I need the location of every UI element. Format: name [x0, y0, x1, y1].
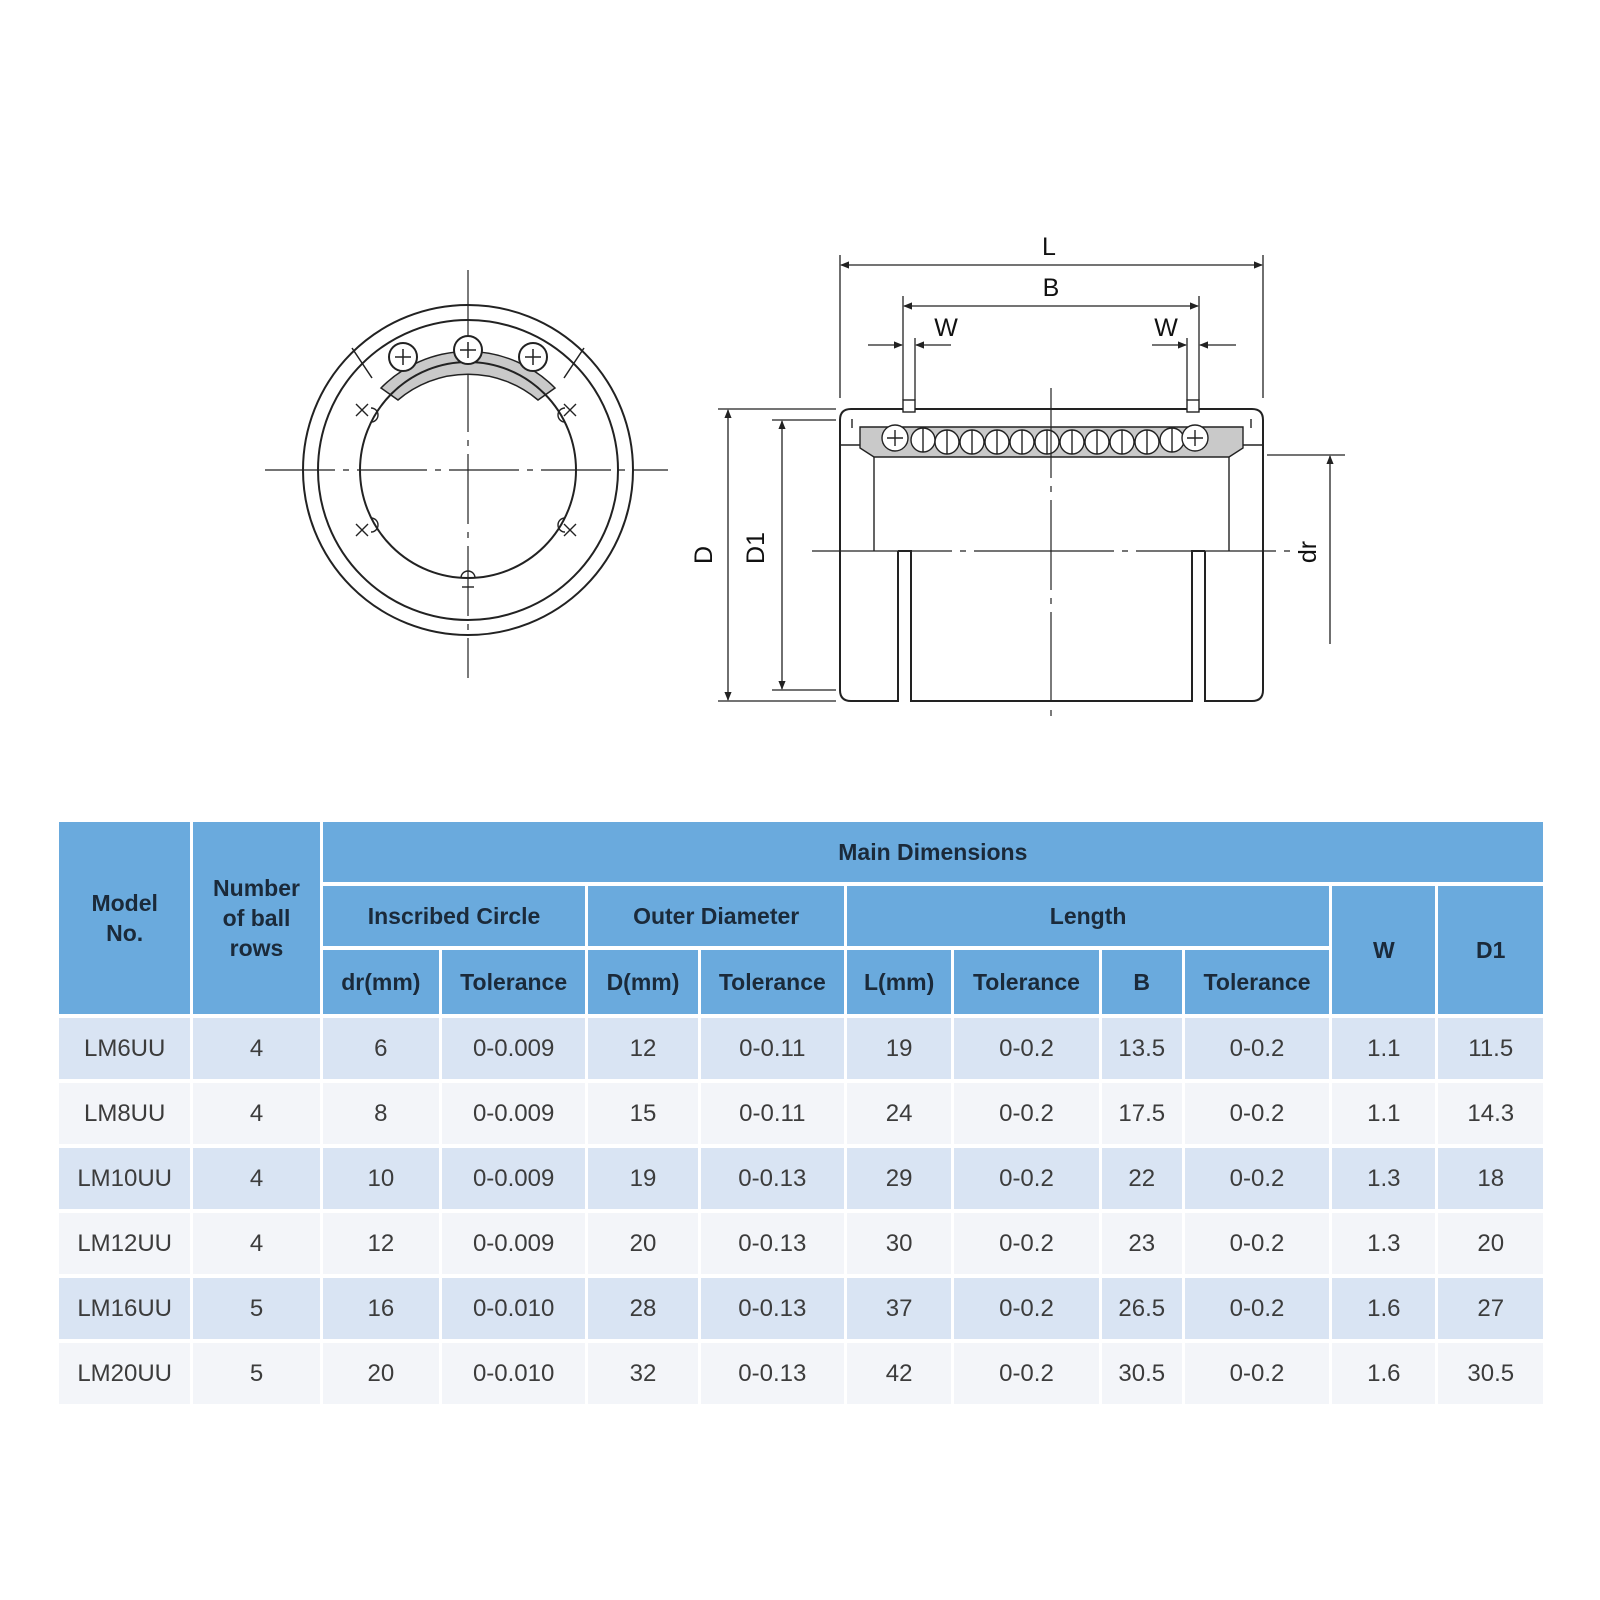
cell-l-tolerance: 0-0.2 — [954, 1213, 1098, 1274]
cell-dr: 16 — [323, 1278, 439, 1339]
cell-l-tolerance: 0-0.2 — [954, 1148, 1098, 1209]
cell-l-tolerance: 0-0.2 — [954, 1343, 1098, 1404]
label-D: D — [690, 545, 718, 565]
bearing-technical-drawing — [0, 0, 1600, 780]
cell-l-tolerance: 0-0.2 — [954, 1083, 1098, 1144]
cell-model: LM12UU — [59, 1213, 190, 1274]
cell-w: 1.6 — [1332, 1343, 1435, 1404]
cell-w: 1.1 — [1332, 1018, 1435, 1079]
table-row — [59, 1148, 1543, 1209]
cell-d-tolerance: 0-0.13 — [701, 1213, 844, 1274]
sleeve-lower-left — [840, 551, 898, 701]
cell-dr: 10 — [323, 1148, 439, 1209]
ball-marks — [356, 404, 576, 587]
cell-l: 24 — [847, 1083, 951, 1144]
end-view — [265, 270, 668, 678]
cell-b-tolerance: 0-0.2 — [1185, 1213, 1329, 1274]
cell-b: 22 — [1102, 1148, 1182, 1209]
cell-dr: 8 — [323, 1083, 439, 1144]
cell-ball-rows: 4 — [193, 1018, 319, 1079]
cell-l: 30 — [847, 1213, 951, 1274]
cell-d: 32 — [588, 1343, 697, 1404]
dimensions-table — [56, 818, 1546, 1408]
header-dr: dr(mm) — [323, 950, 439, 1014]
label-D1: D1 — [742, 532, 770, 564]
table-row — [59, 1343, 1543, 1404]
cell-b-tolerance: 0-0.2 — [1185, 1083, 1329, 1144]
header-length: Length — [847, 886, 1329, 946]
cell-dr: 12 — [323, 1213, 439, 1274]
cell-l: 19 — [847, 1018, 951, 1079]
header-ball-rows: Number of ball rows — [193, 822, 319, 1014]
cell-l-tolerance: 0-0.2 — [954, 1018, 1098, 1079]
cell-d1: 11.5 — [1438, 1018, 1543, 1079]
cell-d: 20 — [588, 1213, 697, 1274]
cell-d: 12 — [588, 1018, 697, 1079]
dimension-lines — [718, 255, 1345, 701]
cell-dr-tolerance: 0-0.009 — [442, 1148, 585, 1209]
cell-w: 1.6 — [1332, 1278, 1435, 1339]
cell-dr-tolerance: 0-0.009 — [442, 1213, 585, 1274]
cell-l: 37 — [847, 1278, 951, 1339]
cell-w: 1.3 — [1332, 1148, 1435, 1209]
header-d-tolerance: Tolerance — [701, 950, 844, 1014]
cell-b: 17.5 — [1102, 1083, 1182, 1144]
header-inscribed-circle: Inscribed Circle — [323, 886, 586, 946]
cell-d1: 30.5 — [1438, 1343, 1543, 1404]
ball-top-right — [519, 343, 547, 371]
cell-b: 26.5 — [1102, 1278, 1182, 1339]
cell-l: 42 — [847, 1343, 951, 1404]
cell-d: 19 — [588, 1148, 697, 1209]
cell-model: LM20UU — [59, 1343, 190, 1404]
cell-b-tolerance: 0-0.2 — [1185, 1018, 1329, 1079]
cell-ball-rows: 4 — [193, 1213, 319, 1274]
cell-dr: 20 — [323, 1343, 439, 1404]
cell-b-tolerance: 0-0.2 — [1185, 1278, 1329, 1339]
cell-ball-rows: 5 — [193, 1278, 319, 1339]
cell-b-tolerance: 0-0.2 — [1185, 1343, 1329, 1404]
cell-model: LM10UU — [59, 1148, 190, 1209]
cell-dr-tolerance: 0-0.010 — [442, 1278, 585, 1339]
cell-dr-tolerance: 0-0.009 — [442, 1018, 585, 1079]
table-row — [59, 1018, 1543, 1079]
header-b: B — [1102, 950, 1182, 1014]
cell-d-tolerance: 0-0.13 — [701, 1343, 844, 1404]
cell-d1: 14.3 — [1438, 1083, 1543, 1144]
ball-top-center — [454, 336, 482, 364]
label-W-left: W — [934, 314, 958, 342]
cell-b: 23 — [1102, 1213, 1182, 1274]
header-outer-diameter: Outer Diameter — [588, 886, 844, 946]
sleeve-lower-right — [1205, 551, 1263, 701]
header-d: D(mm) — [588, 950, 697, 1014]
cell-w: 1.3 — [1332, 1213, 1435, 1274]
cell-l-tolerance: 0-0.2 — [954, 1278, 1098, 1339]
cell-dr: 6 — [323, 1018, 439, 1079]
header-w: W — [1332, 886, 1435, 1014]
ball-top-left — [389, 343, 417, 371]
header-model: Model No. — [59, 822, 190, 1014]
cell-d1: 27 — [1438, 1278, 1543, 1339]
cell-model: LM8UU — [59, 1083, 190, 1144]
cell-ball-rows: 4 — [193, 1148, 319, 1209]
table-row — [59, 1083, 1543, 1144]
cell-ball-rows: 4 — [193, 1083, 319, 1144]
header-dr-tolerance: Tolerance — [442, 950, 585, 1014]
label-dr: dr — [1294, 540, 1322, 564]
table-row — [59, 1278, 1543, 1339]
cell-b-tolerance: 0-0.2 — [1185, 1148, 1329, 1209]
retaining-groove-right — [1187, 400, 1199, 412]
header-d1: D1 — [1438, 886, 1543, 1014]
header-l-tolerance: Tolerance — [954, 950, 1098, 1014]
cell-w: 1.1 — [1332, 1083, 1435, 1144]
cell-dr-tolerance: 0-0.010 — [442, 1343, 585, 1404]
cell-model: LM16UU — [59, 1278, 190, 1339]
cell-ball-rows: 5 — [193, 1343, 319, 1404]
cell-l: 29 — [847, 1148, 951, 1209]
cell-model: LM6UU — [59, 1018, 190, 1079]
cell-d: 15 — [588, 1083, 697, 1144]
label-L: L — [1042, 233, 1056, 261]
cell-d1: 18 — [1438, 1148, 1543, 1209]
header-b-tolerance: Tolerance — [1185, 950, 1329, 1014]
cell-d1: 20 — [1438, 1213, 1543, 1274]
cell-d-tolerance: 0-0.13 — [701, 1148, 844, 1209]
header-main-dimensions: Main Dimensions — [323, 822, 1543, 882]
header-l: L(mm) — [847, 950, 951, 1014]
table-row — [59, 1213, 1543, 1274]
cell-b: 30.5 — [1102, 1343, 1182, 1404]
retaining-groove-left — [903, 400, 915, 412]
cell-dr-tolerance: 0-0.009 — [442, 1083, 585, 1144]
cell-d-tolerance: 0-0.11 — [701, 1083, 844, 1144]
label-W-right: W — [1154, 314, 1178, 342]
dimension-labels — [690, 233, 1322, 564]
label-B: B — [1042, 274, 1060, 302]
cell-d: 28 — [588, 1278, 697, 1339]
cell-d-tolerance: 0-0.13 — [701, 1278, 844, 1339]
cell-b: 13.5 — [1102, 1018, 1182, 1079]
cell-d-tolerance: 0-0.11 — [701, 1018, 844, 1079]
side-view — [812, 388, 1298, 722]
